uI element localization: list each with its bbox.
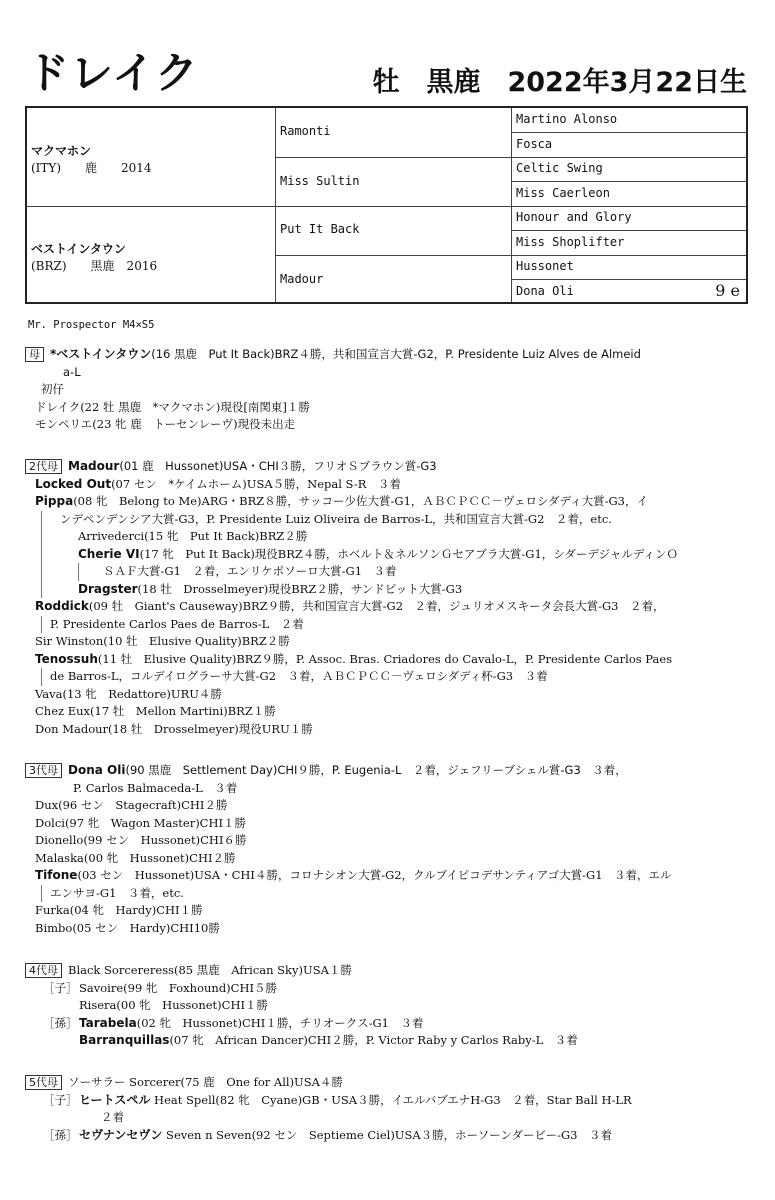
progeny-text-cont: ンデペンデンシア大賞-G3，P. Presidente Luiz Oliveira de Barros-L，共和国宣言大賞-G2 ２着，etc. [60,511,612,526]
progeny-text-cont: de Barros-L，コルデイログラーサ大賞-G2 ３着，ＡＢＣＰＣＣ－ヴェロシダディ杯-G3 ３着 [41,668,750,686]
progeny-text: (11 牡 Elusive Quality)BRZ９勝，P. Assoc. Bras. Criadores do Cavalo-L，P. Presidente Carlos Paes [97,651,673,666]
descendant-text: Heat Spell(82 牝 Cyane)GB・USA３勝，イエルバブエナH-G3 ２着，Star Ball H-LR [150,1092,632,1107]
g3-3: Celtic Swing [516,161,603,175]
fourth-dam-text: Black Sorcereress(85 黒鹿 African Sky)USA１勝 [68,963,352,977]
g3-7: Hussonet [516,259,574,273]
dam-cell [31,240,157,274]
progeny-name: Tenossuh [35,651,98,666]
fifth-dam-text: ソーサラー Sorcerer(75 鹿 One for All)USA４勝 [68,1075,343,1089]
grand-progeny-name: Cherie VI [78,546,140,561]
progeny-text: (03 セン Hussonet)USA・CHI４勝，コロナシオン大賞-G2，クルブイピコデサンティアゴ大賞-G1 ３着，エル [77,868,672,882]
g3-2: Fosca [516,137,553,151]
g3-5: Honour and Glory [516,210,632,224]
descendant-entry: Risera(00 牝 Hussonet)CHI１勝 [79,998,269,1012]
descendant-name: Barranquillas [79,1033,170,1047]
dam-dam: Madour [280,272,324,286]
sire-dam: Miss Sultin [280,174,360,188]
descendant-text: (07 牝 African Dancer)CHI２勝，P. Victor Raby y Carlos Raby-L ３着 [169,1033,578,1047]
sire-name: マクマホン [31,144,92,158]
dam-sire: Put It Back [280,222,360,236]
grandchild-label: ［孫］ [43,1127,78,1142]
sire-detail: (ITY) 鹿 2014 [31,161,152,175]
grand-progeny-name: Dragster [78,581,138,596]
dam-tag: 母 [25,347,44,362]
third-dam-text: (90 黒鹿 Settlement Day)CHI９勝，P. Eugenia-L ２着，ジェフリーブシェル賞-G3 ３着， [125,763,627,777]
dam-name: ベストインタウン [31,242,126,256]
descendant-name: ヒートスペル [79,1092,151,1107]
progeny-entry: Dux(96 セン Stagecraft)CHI２勝 [35,798,228,812]
pedigree-table [25,106,748,304]
dam-section [25,346,750,434]
second-dam-tag: 2代母 [25,459,62,474]
grand-progeny-text: (18 牡 Drosselmeyer)現役BRZ２勝，サンドピット大賞-G3 [137,581,463,596]
grand-progeny-cont: ＳＡＦ大賞-G1 ２着，エンリケポソーロ大賞-G1 ３着 [78,563,750,581]
dam-entry-cont: a-L [63,364,81,379]
second-dam-text: (01 鹿 Hussonet)USA・CHI３勝，フリオＳブラウン賞-G3 [119,459,437,473]
progeny-entry: Sir Winston(10 牡 Elusive Quality)BRZ２勝 [35,634,290,648]
inbreeding-note: Mr. Prospector M4×S5 [28,319,155,331]
family-number: 9 e [715,281,740,300]
descendant-text-cont: ２着 [101,1110,124,1124]
descendant-text: Seven n Seven(92 セン Septieme Ciel)USA３勝，ホーソーンダービー-G3 ３着 [162,1127,612,1142]
progeny-text: (07 セン *ケイムホーム)USA５勝，Nepal S-R ３着 [111,476,401,491]
second-dam-name: Madour [68,459,120,473]
horse-name: ドレイク [26,49,199,99]
progeny-text: (08 牝 Belong to Me)ARG・BRZ８勝，サッコー少佐大賞-G1，ＡＢＣＰＣＣ－ヴェロシダディ大賞-G3，イ [73,494,648,508]
fourth-dam-tag: 4代母 [25,963,62,978]
progeny-entry: Vava(13 牝 Redattore)URU４勝 [35,686,222,701]
grand-progeny: Arrivederci(15 牝 Put It Back)BRZ２勝 [78,529,308,543]
second-dam-section [25,458,750,738]
fourth-dam-section [25,962,750,1050]
child-label: ［子］ [43,980,78,995]
progeny-text: (09 牡 Giant's Causeway)BRZ９勝，共和国宣言大賞-G2 ２着，ジュリオメスキータ会長大賞-G3 ２着， [88,599,665,613]
progeny-text-cont: エンサヨ-G1 ３着，etc. [41,885,750,903]
third-dam-section [25,762,750,937]
progeny-entry: Furka(04 牝 Hardy)CHI１勝 [35,903,203,917]
progeny-name: Tifone [35,868,78,882]
g3-8: Dona Oli [516,284,574,298]
progeny-entry: Chez Eux(17 牡 Mellon Martini)BRZ１勝 [35,704,276,718]
fifth-dam-section [25,1074,750,1144]
g3-4: Miss Caerleon [516,186,610,200]
dam-detail: (BRZ) 黒鹿 2016 [31,259,158,273]
progeny-entry: Dionello(99 セン Hussonet)CHI６勝 [35,833,247,847]
child-label: ［子］ [43,1092,78,1107]
dam-foal-1: ドレイク(22 牡 黒鹿 *マクマホン)現役[南関東]１勝 [35,399,310,414]
fifth-dam-tag: 5代母 [25,1075,62,1090]
progeny-entry: Don Madour(18 牡 Drosselmeyer)現役URU１勝 [35,721,313,736]
grand-progeny-text: (17 牝 Put It Back)現役BRZ４勝，ホベルト＆ネルソンＧセアブラ大賞-G1，シダーデジャルディンＯ [139,546,678,561]
third-dam-tag: 3代母 [25,763,62,778]
horse-info: 牡 黒鹿 2022年3月22日生 [372,67,747,98]
sire-sire: Ramonti [280,124,331,138]
dam-entry-text: (16 黒鹿 Put It Back)BRZ４勝，共和国宣言大賞-G2，P. Presidente Luiz Alves de Almeid [151,347,641,361]
descendant-name: Tarabela [79,1015,137,1030]
progeny-entry: Dolci(97 牝 Wagon Master)CHI１勝 [35,815,247,830]
progeny-name: Pippa [35,494,74,508]
progeny-text-cont: P. Presidente Carlos Paes de Barros-L ２着 [41,616,750,634]
dam-foal-2: モンペリエ(23 牝 鹿 トーセンレーヴ)現役未出走 [35,417,296,431]
g3-1: Martino Alonso [516,112,618,126]
dam-entry-name: *ベストインタウン [50,347,152,361]
progeny-name: Locked Out [35,476,112,491]
third-dam-name: Dona Oli [68,763,126,777]
progeny-entry: Bimbo(05 セン Hardy)CHI10勝 [35,920,220,935]
descendant-entry: Savoire(99 牝 Foxhound)CHI５勝 [79,980,278,995]
sire-cell [31,142,152,176]
dam-first-foal-note: 初仔 [41,382,64,396]
progeny-entry: Malaska(00 牝 Hussonet)CHI２勝 [35,850,236,865]
third-dam-cont: P. Carlos Balmaceda-L ３着 [73,780,238,795]
progeny-name: Roddick [35,599,89,613]
grandchild-label: ［孫］ [43,1015,78,1030]
descendant-text: (02 牝 Hussonet)CHI１勝，チリオークス-G1 ３着 [136,1015,424,1030]
descendant-name: セヴナンセヴン [79,1127,163,1142]
g3-6: Miss Shoplifter [516,235,625,249]
